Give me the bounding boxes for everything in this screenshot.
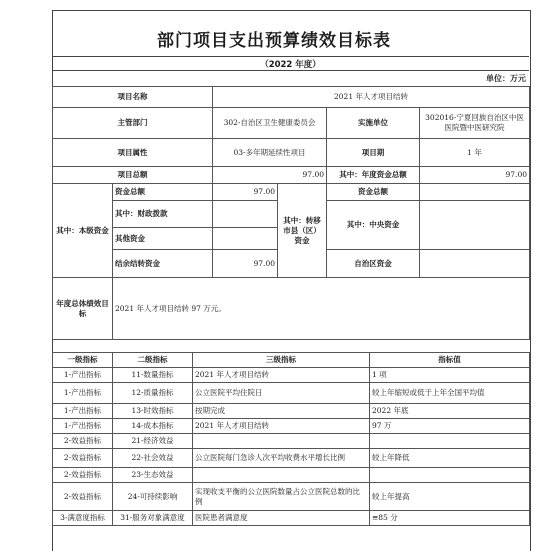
transfer-total-label: 资金总额	[327, 184, 420, 201]
funds-total-value: 97.00	[213, 184, 278, 201]
transfer-total-value	[420, 184, 530, 201]
year-total-label: 其中：年度资金总额	[327, 167, 420, 184]
level3-cell: 2021 年人才项目结转	[193, 419, 370, 434]
dept-label: 主管部门	[53, 108, 213, 139]
header-level3: 三级指标	[193, 353, 370, 368]
table-row	[53, 511, 530, 526]
period-value: 1 年	[420, 139, 530, 167]
header-level2: 二级指标	[113, 353, 193, 368]
value-cell: 较上年缩短或低于上年全国平均值	[370, 383, 530, 404]
level3-cell	[193, 468, 370, 483]
region-funds-value	[420, 250, 530, 278]
table-row	[53, 434, 530, 449]
level3-cell: 按期完成	[193, 404, 370, 419]
value-cell	[370, 434, 530, 449]
table-row	[53, 383, 530, 404]
region-funds-label: 自治区资金	[327, 250, 420, 278]
header-value: 指标值	[370, 353, 530, 368]
level2-cell: 31-服务对象满意度	[113, 511, 193, 526]
level3-cell: 公立医院平均住院日	[193, 383, 370, 404]
funds-total-label: 资金总额	[113, 184, 213, 201]
goal-label: 年度总体绩效目标	[53, 278, 113, 340]
value-cell	[370, 468, 530, 483]
level1-cell: 2-效益指标	[53, 449, 113, 468]
table-row	[53, 108, 530, 139]
level3-cell: 2021 年人才项目结转	[193, 368, 370, 383]
level1-cell: 2-效益指标	[53, 468, 113, 483]
local-funds-group-label: 其中：本级资金	[53, 184, 113, 278]
unit-label: 单位：万元	[486, 74, 526, 83]
value-cell: ≡85 分	[370, 511, 530, 526]
project-name-value: 2021 年人才项目结转	[213, 87, 530, 108]
level2-cell: 21-经济效益	[113, 434, 193, 449]
level1-cell: 1-产出指标	[53, 368, 113, 383]
level2-cell: 23-生态效益	[113, 468, 193, 483]
table-row	[53, 184, 530, 201]
level1-cell: 3-满意度指标	[53, 511, 113, 526]
attr-value: 03-多年期延续性项目	[213, 139, 327, 167]
level1-cell: 2-效益指标	[53, 483, 113, 511]
other-funds-label: 其他资金	[113, 228, 213, 250]
table-row	[53, 167, 530, 184]
attr-label: 项目属性	[53, 139, 213, 167]
project-name-label: 项目名称	[53, 87, 213, 108]
total-label: 项目总额	[53, 167, 213, 184]
central-funds-value	[420, 201, 530, 250]
indicators-table	[52, 352, 530, 526]
divider	[52, 56, 529, 57]
table-header-row	[53, 353, 530, 368]
value-cell: 1 项	[370, 368, 530, 383]
level2-cell: 24-可持续影响	[113, 483, 193, 511]
goal-text: 2021 年人才项目结转 97 万元。	[113, 278, 530, 340]
table-row	[53, 419, 530, 434]
level1-cell: 2-效益指标	[53, 434, 113, 449]
level3-cell: 公立医院每门急诊人次平均收费水平增长比例	[193, 449, 370, 468]
year-total-value: 97.00	[420, 167, 530, 184]
value-cell: 97 万	[370, 419, 530, 434]
period-label: 项目期	[327, 139, 420, 167]
level2-cell: 11-数量指标	[113, 368, 193, 383]
year-label: （2022 年度）	[260, 60, 321, 70]
total-value: 97.00	[213, 167, 327, 184]
central-funds-label: 其中：中央资金	[327, 201, 420, 250]
table-row	[53, 483, 530, 511]
dept-value: 302-自治区卫生健康委员会	[213, 108, 327, 139]
level2-cell: 14-成本指标	[113, 419, 193, 434]
level3-cell: 实现收支平衡的公立医院数量占公立医院总数的比例	[193, 483, 370, 511]
table-row	[53, 404, 530, 419]
table-row	[53, 87, 530, 108]
project-info-table	[52, 86, 530, 340]
table-row	[53, 139, 530, 167]
value-cell: 2022 年底	[370, 404, 530, 419]
carry-label: 结余结转资金	[113, 250, 213, 278]
level1-cell: 1-产出指标	[53, 419, 113, 434]
level1-cell: 1-产出指标	[53, 404, 113, 419]
level3-cell: 医院患者满意度	[193, 511, 370, 526]
impl-label: 实施单位	[327, 108, 420, 139]
table-row	[53, 368, 530, 383]
table-row	[53, 468, 530, 483]
divider	[52, 70, 529, 71]
level3-cell	[193, 434, 370, 449]
document-title: 部门项目支出预算绩效目标表	[157, 31, 391, 51]
impl-value: 302016-宁夏回族自治区中医医院暨中医研究院	[420, 108, 530, 139]
other-funds-value	[213, 228, 278, 250]
level2-cell: 13-时效指标	[113, 404, 193, 419]
value-cell: 较上年提高	[370, 483, 530, 511]
level2-cell: 12-质量指标	[113, 383, 193, 404]
fiscal-label: 其中：财政拨款	[113, 201, 213, 228]
level2-cell: 22-社会效益	[113, 449, 193, 468]
carry-value: 97.00	[213, 250, 278, 278]
transfer-funds-group-label: 其中：转移市县（区）资金	[278, 184, 327, 278]
header-level1: 一级指标	[53, 353, 113, 368]
table-row	[53, 449, 530, 468]
level1-cell: 1-产出指标	[53, 383, 113, 404]
value-cell: 较上年降低	[370, 449, 530, 468]
table-row	[53, 278, 530, 340]
fiscal-value	[213, 201, 278, 228]
